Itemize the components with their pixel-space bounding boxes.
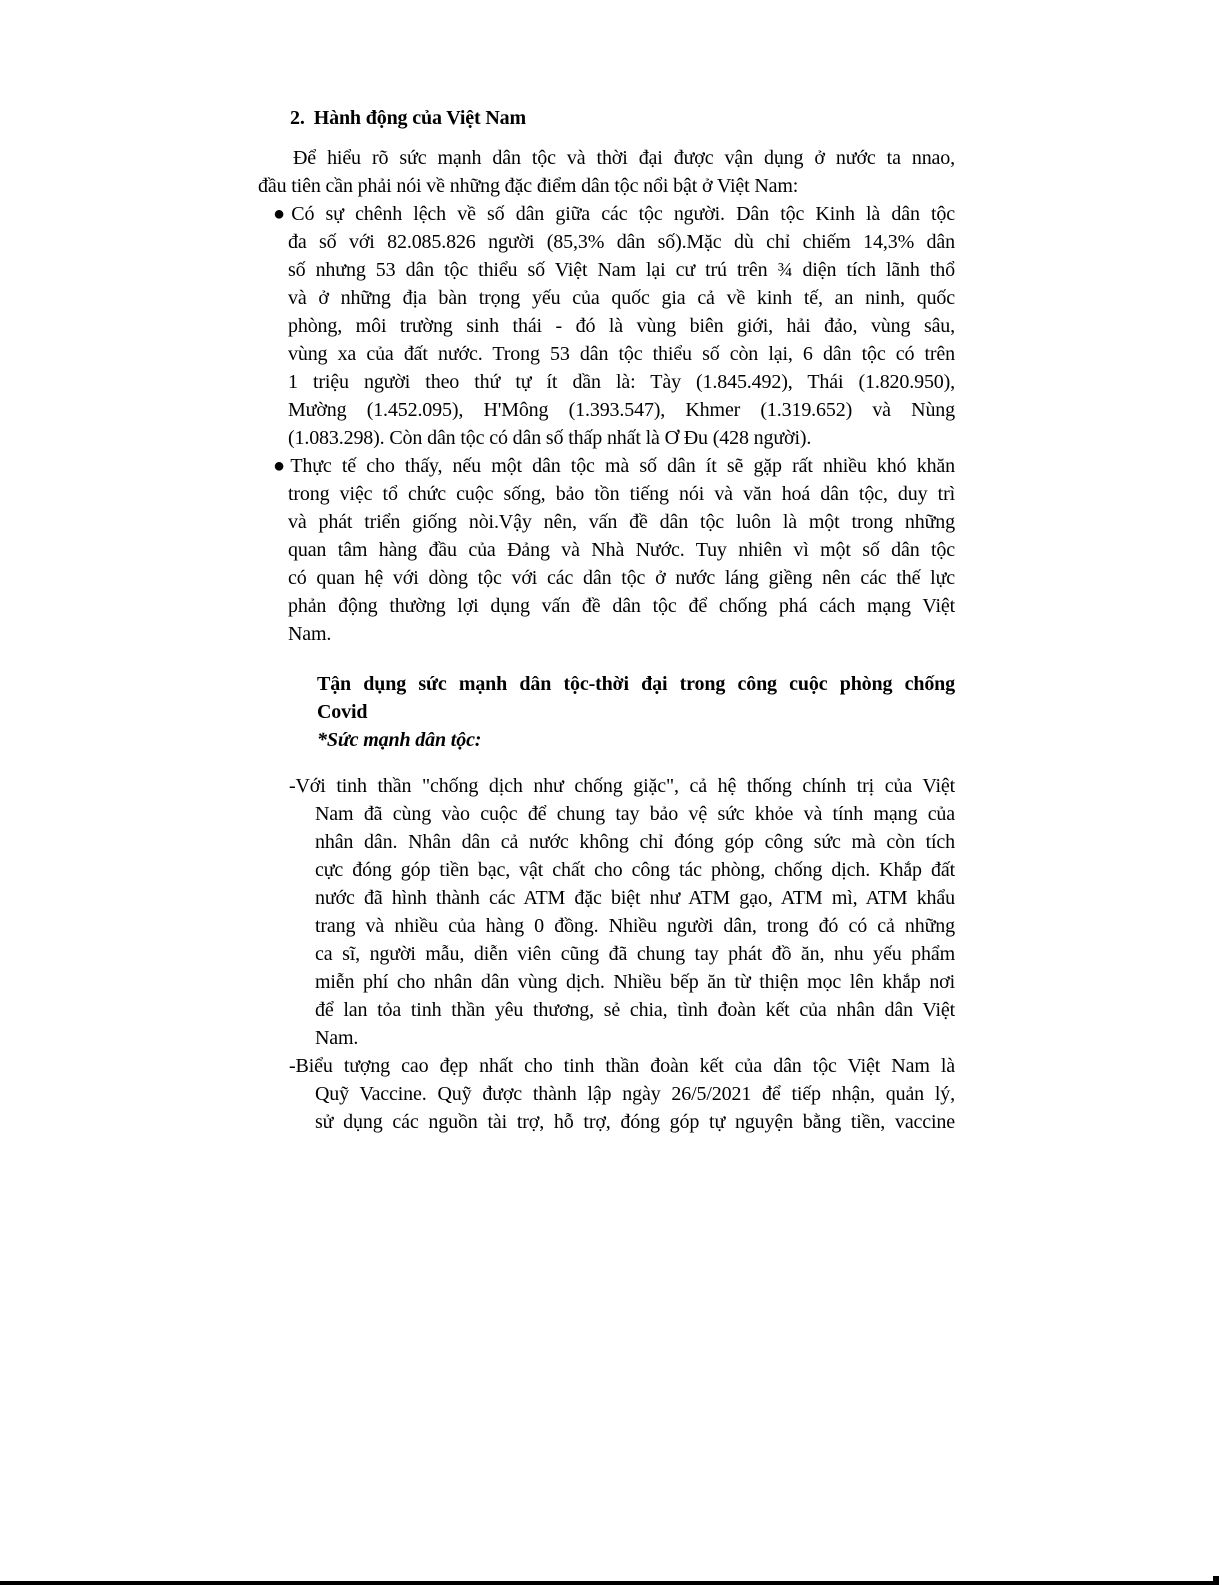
text-line: Quỹ Vaccine. Quỹ được thành lập ngày 26/5/2021 để tiếp nhận, quản lý, [315, 1083, 955, 1105]
bullet-line: ●Thực tế cho thấy, nếu một dân tộc mà số dân ít sẽ gặp rất nhiều khó khăn [273, 455, 955, 477]
text-line: Nam. [315, 1027, 359, 1049]
text-line: đa số với 82.085.826 người (85,3% dân số).Mặc dù chỉ chiếm 14,3% dân [288, 231, 955, 253]
heading-text: Hành động của Việt Nam [313, 107, 526, 129]
text-line: để lan tỏa tinh thần yêu thương, sẻ chia, tình đoàn kết của nhân dân Việt [315, 999, 955, 1021]
text-line: sử dụng các nguồn tài trợ, hỗ trợ, đóng góp tự nguyện bằng tiền, vaccine [315, 1111, 955, 1133]
text-line: cực đóng góp tiền bạc, vật chất cho công tác phòng, chống dịch. Khắp đất [315, 859, 955, 881]
bullet-line: ●Có sự chênh lệch về số dân giữa các tộc người. Dân tộc Kinh là dân tộc [273, 203, 955, 225]
text-line: miễn phí cho nhân dân vùng dịch. Nhiều bếp ăn từ thiện mọc lên khắp nơi [315, 971, 955, 993]
text-line: và ở những địa bàn trọng yếu của quốc gia cả về kinh tế, an ninh, quốc [288, 287, 955, 309]
text-line: số nhưng 53 dân tộc thiểu số Việt Nam lại cư trú trên ¾ diện tích lãnh thổ [288, 259, 955, 281]
text-line: nước đã hình thành các ATM đặc biệt như ATM gạo, ATM mì, ATM khẩu [315, 887, 955, 909]
text-line: (1.083.298). Còn dân tộc có dân số thấp nhất là Ơ Đu (428 người). [288, 427, 812, 449]
text-line: trang và nhiều của hàng 0 đồng. Nhiều người dân, trong đó có cả những [315, 915, 955, 937]
covid-heading-line: Tận dụng sức mạnh dân tộc-thời đại trong công cuộc phòng chống [317, 673, 955, 695]
subheading: *Sức mạnh dân tộc: [317, 729, 482, 751]
text-line: nhân dân. Nhân dân cả nước không chỉ đóng góp công sức mà còn tích [315, 831, 955, 853]
text-column [258, 104, 955, 1136]
text-line: Mường (1.452.095), H'Mông (1.393.547), Khmer (1.319.652) và Nùng [288, 399, 955, 421]
bottom-edge-tick [1213, 1576, 1219, 1585]
text-line: có quan hệ với dòng tộc với các dân tộc ở nước láng giềng nên các thế lực [288, 567, 955, 589]
bottom-window-edge [0, 1581, 1219, 1585]
text-line: quan tâm hàng đầu của Đảng và Nhà Nước. Tuy nhiên vì một số dân tộc [288, 539, 955, 561]
text-line: và phát triển giống nòi.Vậy nên, vấn đề dân tộc luôn là một trong những [288, 511, 955, 533]
heading-number: 2. [290, 107, 305, 129]
text-line: ca sĩ, người mẫu, diễn viên cũng đã chung tay phát đồ ăn, nhu yếu phẩm [315, 943, 955, 965]
section-heading [290, 104, 955, 132]
covid-heading-line: Covid [317, 701, 368, 723]
text-line: trong việc tổ chức cuộc sống, bảo tồn tiếng nói và văn hoá dân tộc, duy trì [288, 483, 955, 505]
text-line: Nam đã cùng vào cuộc để chung tay bảo vệ sức khỏe và tính mạng của [315, 803, 955, 825]
text-line: phản động thường lợi dụng vấn đề dân tộc để chống phá cách mạng Việt [288, 595, 955, 617]
dash-line: -Biểu tượng cao đẹp nhất cho tinh thần đoàn kết của dân tộc Việt Nam là [289, 1055, 955, 1077]
text-line: Để hiểu rõ sức mạnh dân tộc và thời đại được vận dụng ở nước ta nnao, [293, 147, 955, 169]
text-line: Nam. [288, 623, 332, 645]
text-line: đầu tiên cần phải nói về những đặc điểm dân tộc nổi bật ở Việt Nam: [258, 175, 799, 197]
text-line: phòng, môi trường sinh thái - đó là vùng biên giới, hải đảo, vùng sâu, [288, 315, 955, 337]
dash-line: -Với tinh thần "chống dịch như chống giặc", cả hệ thống chính trị của Việt [289, 775, 955, 797]
text-line: 1 triệu người theo thứ tự ít dần là: Tày (1.845.492), Thái (1.820.950), [288, 371, 955, 393]
text-line: vùng xa của đất nước. Trong 53 dân tộc thiểu số còn lại, 6 dân tộc có trên [288, 343, 955, 365]
